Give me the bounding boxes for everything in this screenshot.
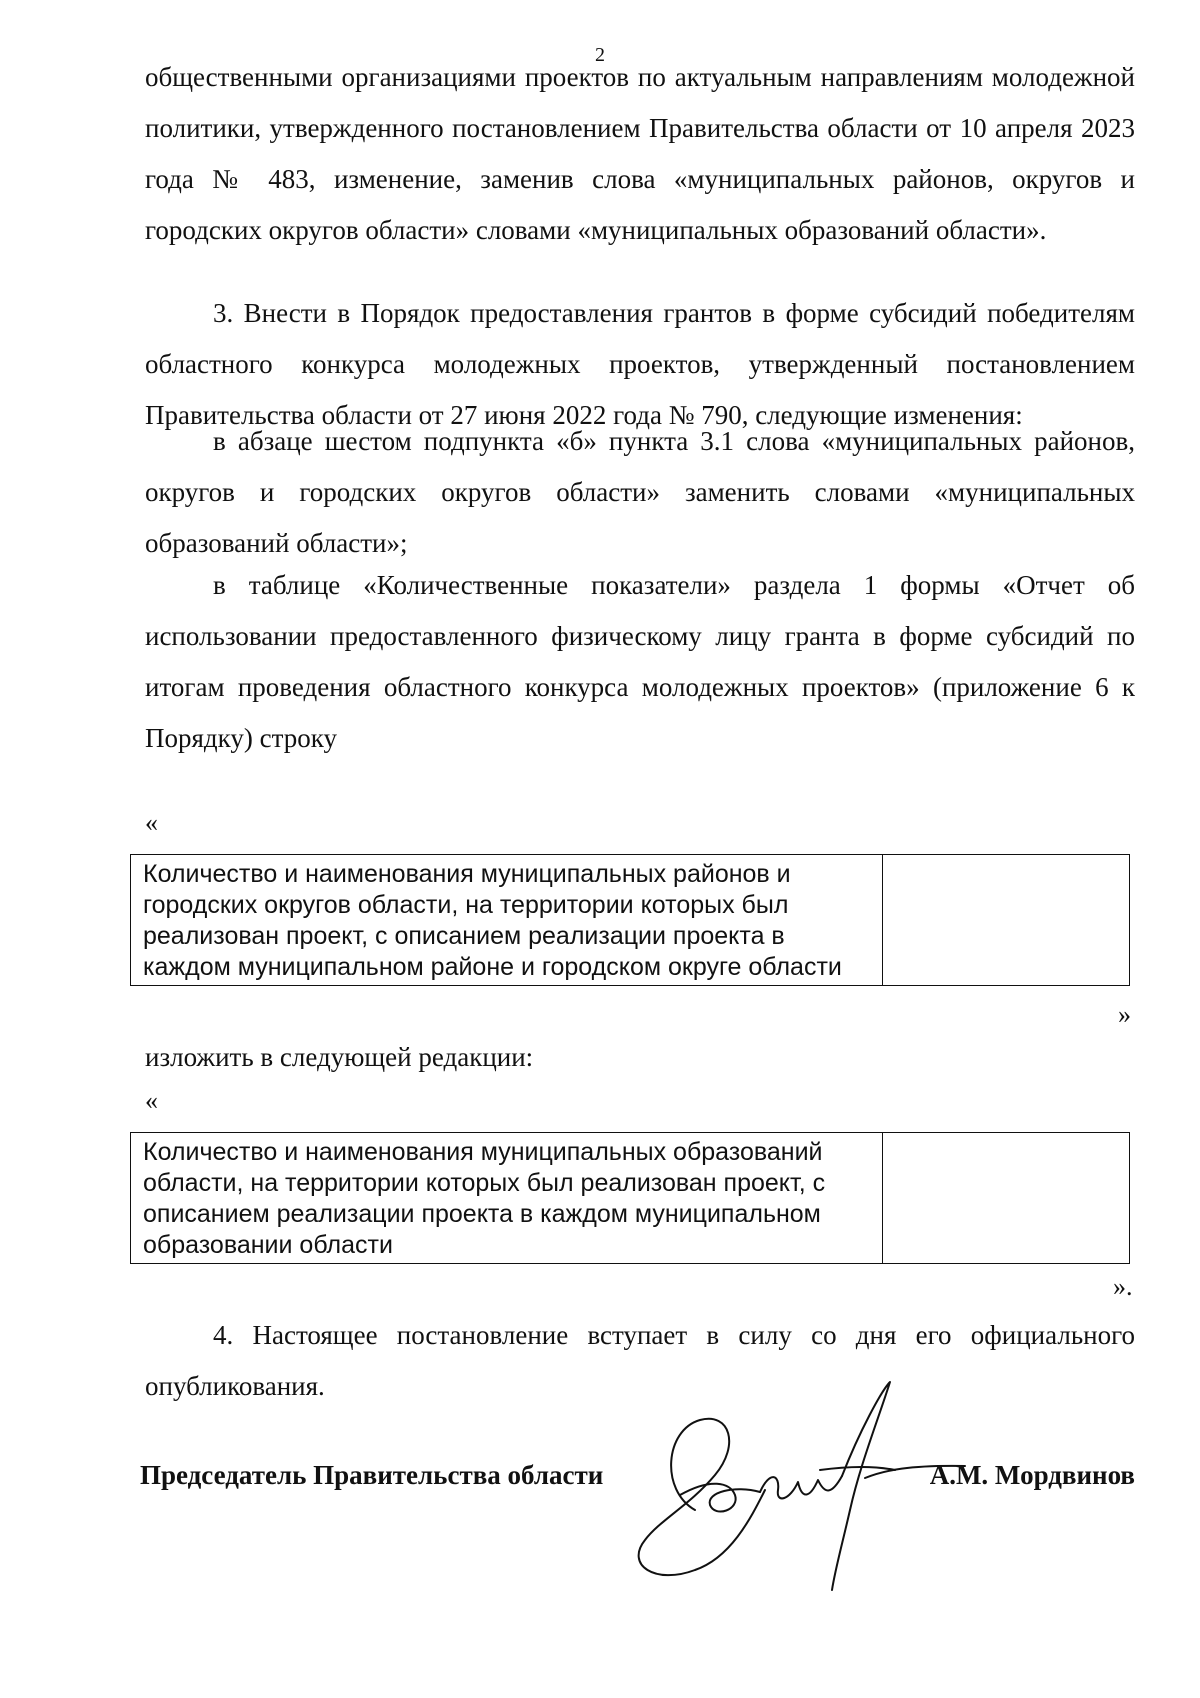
- page-number: 2: [595, 44, 605, 66]
- table-row: [131, 855, 1130, 986]
- paragraph-item-4: 4. Настоящее постановление вступает в силу со дня его официального опубликования.: [145, 1320, 1135, 1401]
- paragraph-subitem-b: в абзаце шестом подпункта «б» пункта 3.1 слова «муниципальных районов, округов и городских округов области» заменить словами «муниципальных образований области»;: [145, 426, 1135, 558]
- paragraph-new-wording: изложить в следующей редакции:: [145, 1042, 534, 1072]
- old-row-value-cell: [882, 855, 1129, 986]
- closing-quote-2: ».: [1113, 1272, 1133, 1301]
- paragraph-table-row-change: в таблице «Количественные показатели» раздела 1 формы «Отчет об использовании предоставленного физическому лицу гранта в форме субсидий по итогам проведения областного конкурса молодежных проектов» (приложение 6 к Порядку) строку: [145, 570, 1135, 753]
- table-row: [131, 1133, 1130, 1264]
- new-row-description: Количество и наименования муниципальных образований области, на территории которых был реализован проект, с описанием реализации проекта в каждом муниципальном образовании области: [131, 1133, 883, 1264]
- new-row-value-cell: [882, 1133, 1129, 1264]
- signature-block: [140, 1460, 1140, 1500]
- paragraph-item-3: 3. Внести в Порядок предоставления грантов в форме субсидий победителям областного конкурса молодежных проектов, утвержденный постановлением Правительства области от 27 июня 2022 года № 790, следующие изменения:: [145, 298, 1135, 430]
- new-row-table: [130, 1132, 1130, 1264]
- closing-quote-1: »: [1118, 1000, 1131, 1029]
- signatory-position: Председатель Правительства области: [140, 1460, 604, 1490]
- opening-quote-1: «: [145, 808, 158, 837]
- signatory-name: А.М. Мордвинов: [929, 1460, 1135, 1490]
- old-row-description: Количество и наименования муниципальных районов и городских округов области, на территории которых был реализован проект, с описанием реализации проекта в каждом муниципальном районе и городском округе области: [131, 855, 883, 986]
- paragraph-amendment-2-end: общественными организациями проектов по актуальным направлениям молодежной политики, утвержденного постановлением Правительства области от 10 апреля 2023 года № 483, изменение, заменив слова «муниципальных районов, округов и городских округов области» словами «муниципальных образований области».: [145, 62, 1135, 245]
- old-row-table: [130, 854, 1130, 986]
- opening-quote-2: «: [145, 1086, 158, 1115]
